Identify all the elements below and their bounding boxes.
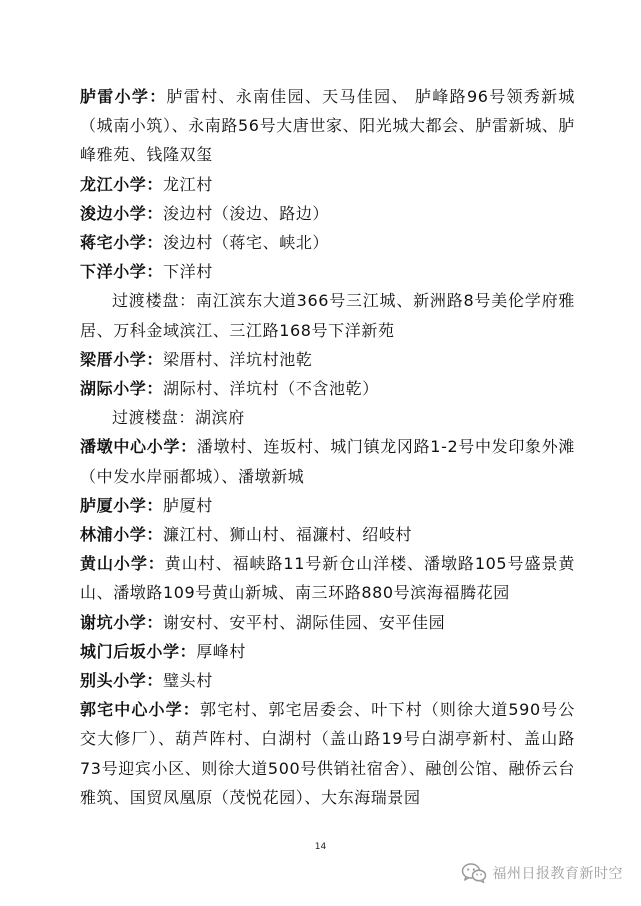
school-name: 黄山小学： [80, 554, 165, 574]
school-name: 梁厝小学： [80, 349, 164, 369]
list-item [80, 345, 575, 374]
transition-housing-note: 过渡楼盘：湖滨府 [112, 408, 245, 428]
list-item [80, 695, 575, 812]
school-name: 龙江小学： [80, 174, 164, 194]
wechat-icon [461, 862, 487, 884]
district-text: 潘墩村、连坂村、城门镇龙冈路1-2号中发印象外滩（中发水岸丽都城）、潘墩新城 [80, 437, 575, 486]
school-name: 湖际小学： [80, 379, 164, 399]
list-item [80, 608, 575, 637]
district-text: 龙江村 [163, 174, 213, 194]
district-text: 浚边村（蒋宅、峡北） [163, 233, 330, 253]
list-item [80, 637, 575, 666]
school-name: 蒋宅小学： [80, 233, 164, 253]
list-item [80, 520, 575, 549]
list-item [80, 549, 575, 607]
district-text: 浚边村（浚边、路边） [163, 203, 330, 223]
district-text: 梁厝村、洋坑村池乾 [163, 349, 313, 369]
school-name: 潘墩中心小学： [80, 437, 197, 457]
watermark [461, 858, 624, 888]
list-item [80, 170, 575, 199]
list-item [80, 82, 575, 170]
page-number: 14 [314, 842, 327, 852]
district-text: 胪雷村、永南佳园、天马佳园、 胪峰路96号领秀新城（城南小筑）、永南路56号大唐世家、阳光城大都会、胪雷新城、胪峰雅苑、钱隆双玺 [80, 87, 575, 165]
school-name: 林浦小学： [80, 525, 164, 545]
district-text: 厚峰村 [196, 641, 247, 661]
school-name: 别头小学： [80, 671, 164, 691]
school-name: 谢坑小学： [80, 612, 164, 632]
school-name: 郭宅中心小学： [80, 700, 200, 720]
list-item [80, 491, 575, 520]
district-text: 胪厦村 [163, 495, 213, 515]
district-text: 璧头村 [163, 671, 213, 691]
district-text: 湖际村、洋坑村（不含池乾） [163, 379, 379, 399]
school-name: 胪雷小学： [80, 87, 167, 106]
list-item [80, 374, 575, 403]
list-item [80, 257, 575, 286]
school-name: 胪厦小学： [80, 495, 164, 515]
school-name: 浚边小学： [80, 203, 164, 223]
list-item [80, 228, 575, 257]
list-item [80, 199, 575, 228]
district-text: 黄山村、福峡路11号新仓山洋楼、潘墩路105号盛景黄山、潘墩路109号黄山新城、南三环路880号滨海福腾花园 [80, 554, 575, 603]
district-text: 谢安村、安平村、湖际佳园、安平佳园 [163, 612, 446, 632]
list-item [80, 432, 575, 490]
district-text: 下洋村 [163, 262, 213, 282]
school-district-list [80, 82, 575, 812]
transition-housing-note: 过渡楼盘：南江滨东大道366号三江城、新洲路8号美伦学府雅居、万科金域滨江、三江路168号下洋新苑 [80, 291, 575, 340]
district-text: 濂江村、狮山村、福濂村、绍岐村 [163, 525, 413, 545]
list-item [80, 666, 575, 695]
watermark-text: 福州日报教育新时空 [492, 866, 623, 882]
school-name: 下洋小学： [80, 262, 164, 282]
school-name: 城门后坂小学： [80, 641, 197, 661]
district-text: 郭宅村、郭宅居委会、叶下村（则徐大道590号公交大修厂）、葫芦阵村、白湖村（盖山路19号白湖亭新村、盖山路73号迎宾小区、则徐大道500号供销社宿舍）、融创公馆、融侨云台雅筑、国贸凤凰原（茂悦花园）、大东海瑞景园 [80, 700, 575, 807]
